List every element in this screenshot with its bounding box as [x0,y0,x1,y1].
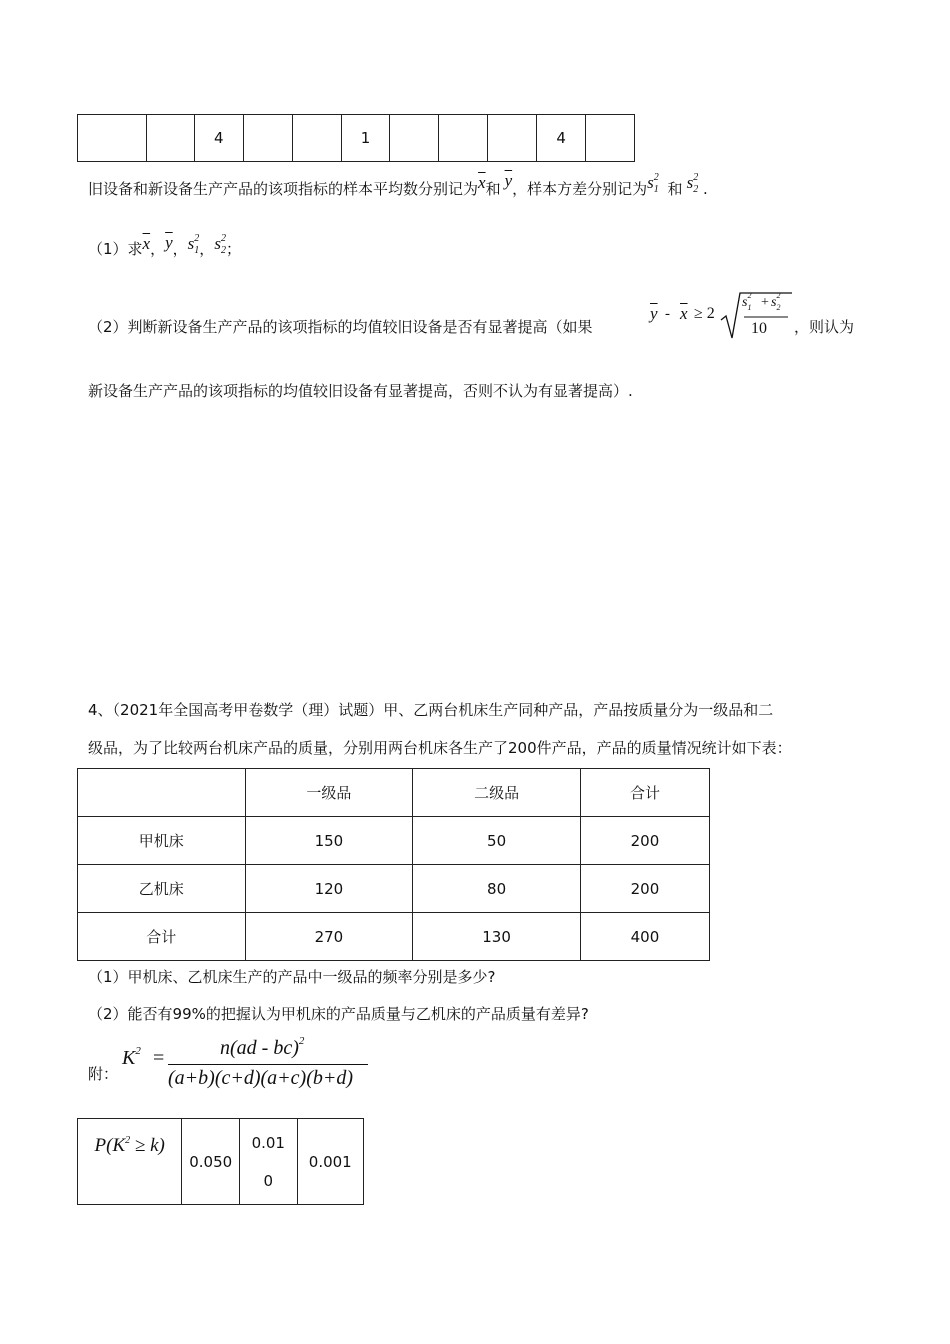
superscript: 2 [125,1135,131,1146]
table-cell: 4 [537,115,586,162]
table-cell: 270 [245,913,413,961]
x-bar: $\overline{x}$ [478,173,486,192]
s1-squared [187,233,200,256]
q3-part1-prefix: （1）求 [88,240,143,258]
equals-sign: = [153,1047,165,1069]
numerator-text: n(ad - bc) [220,1037,299,1059]
table-row [78,115,635,162]
x-bar: $\overline{x}$ [142,234,151,253]
q4-line2: 级品，为了比较两台机床产品的质量，分别用两台机床各生产了200件产品，产品的质量情况统计如下表： [88,739,792,757]
q3-part2-text-a: （2）判断新设备生产产品的该项指标的均值较旧设备是否有显著提高（如果 [88,318,593,336]
q4-line1: 4、（2021年全国高考甲卷数学（理）试题）甲、乙两台机床生产同种产品，产品按质量分为一级品和二 [88,701,774,719]
superscript: 2 [194,233,200,244]
table-header-row [78,769,710,817]
formula-denominator: (a+b)(c+d)(a+c)(b+d) [168,1067,354,1089]
k-squared [122,1047,141,1070]
table-header-cell: 合计 [580,769,709,817]
s-symbol: s [742,295,748,310]
table-cell: 乙机床 [78,865,246,913]
table-cell [586,115,635,162]
criterion-formula [650,290,792,342]
table-cell: 合计 [78,913,246,961]
q4-sub1: （1）甲机床、乙机床生产的产品中一级品的频率分别是多少? [88,968,496,986]
y-bar: $\overline{y}$ [165,233,173,252]
p-label-text: P(K [94,1135,126,1156]
q3-intro-text-b: ，样本方差分别记为 [512,180,648,198]
table-cell [243,115,292,162]
s2-squared [686,172,699,195]
table-cell: 120 [245,865,413,913]
table-cell: 80 [413,865,581,913]
geq-two: ≥ 2 [694,305,715,322]
table-cell [240,1119,297,1205]
q3-part2-line2: 新设备生产产品的该项指标的均值较旧设备有显著提高，否则不认为有显著提高）. [88,382,633,400]
table-cell [488,115,537,162]
table-cell: 4 [194,115,243,162]
y-bar: $\overline{y}$ [504,171,513,190]
and-word: 和 [485,180,501,198]
table-cell: 50 [413,817,581,865]
superscript: 2 [298,1035,305,1047]
table-cell: 200 [580,817,709,865]
table-cell: 150 [245,817,413,865]
s1-squared [647,172,659,195]
q4-sub2: （2）能否有99%的把握认为甲机床的产品质量与乙机床的产品质量有差异? [88,1005,589,1023]
table-cell: 0.001 [297,1119,363,1205]
table-header-cell [78,769,246,817]
q3-intro-line [88,171,708,199]
table-cell: 400 [580,913,709,961]
subscript: 1 [653,184,659,195]
superscript: 2 [220,233,226,244]
ten: 10 [751,320,767,337]
x-bar: $\overline{x}$ [680,304,688,323]
value-line: 0.01 [251,1133,285,1152]
subscript: 2 [776,303,781,312]
appendix-label: 附： [88,1065,119,1083]
comma: ， [150,240,166,258]
q3-part2-line1 [88,316,593,337]
s-symbol: s [187,234,195,253]
p-label-tail: ≥ k) [130,1135,165,1156]
table-cell: 200 [580,865,709,913]
comma: ， [199,240,215,258]
s-symbol: s [771,295,777,310]
superscript: 2 [693,172,699,183]
superscript: 2 [135,1045,141,1057]
s2-squared [214,233,226,256]
semicolon: ； [225,240,241,258]
and-word: 和 [667,180,683,198]
superscript: 2 [776,291,781,300]
table-cell [439,115,488,162]
table-cell [292,115,341,162]
table-header-cell: 二级品 [413,769,581,817]
table-cell [390,115,439,162]
superscript: 2 [653,172,659,183]
subscript: 2 [220,245,226,256]
subscript: 1 [747,303,752,312]
chi-square-formula [122,1035,372,1095]
k-symbol: K [122,1047,136,1069]
p-label [95,1135,165,1156]
table-cell: 1 [341,115,390,162]
table-row [78,913,710,961]
table-cell: 0.050 [182,1119,240,1205]
table-cell: 130 [413,913,581,961]
fraction-bar [168,1064,368,1065]
y-bar: $\overline{y}$ [650,304,658,323]
q3-intro-text-a: 旧设备和新设备生产产品的该项指标的样本平均数分别记为 [88,180,479,198]
comma: ， [172,240,188,258]
value-line: 0 [263,1171,274,1190]
period: . [702,180,708,198]
table-header-cell: 一级品 [245,769,413,817]
s-symbol: s [214,234,221,253]
q4-table [77,768,710,961]
table-cell: 甲机床 [78,817,246,865]
table-header-cell [78,1119,182,1205]
table-row [78,817,710,865]
top-table [77,114,635,162]
s2-squared [771,291,781,312]
table-row [78,865,710,913]
s-symbol: s [686,173,694,192]
subscript: 1 [194,245,200,256]
superscript: 2 [747,291,752,300]
s1-squared [742,291,752,312]
minus-sign: - [665,306,670,322]
subscript: 2 [693,184,699,195]
plus-sign: + [761,295,769,310]
table-cell [146,115,194,162]
table-cell [78,115,147,162]
formula-numerator [220,1037,304,1060]
q3-part1 [88,233,241,259]
critical-value-table [77,1118,364,1205]
s-symbol: s [647,173,654,192]
q3-part2-text-b: ，则认为 [794,318,855,336]
table-row [78,1119,364,1205]
